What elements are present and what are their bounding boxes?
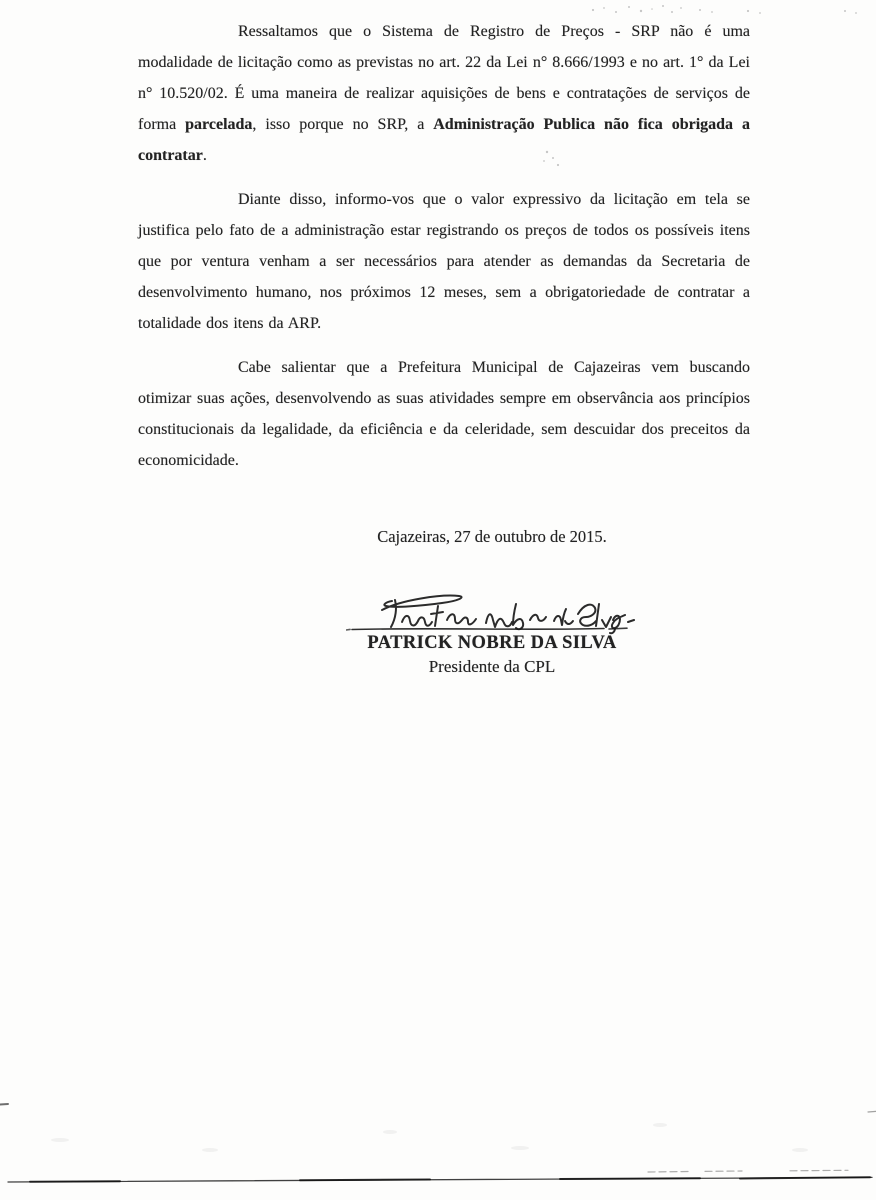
paragraph-text: Diante disso, informo-vos que o valor expressivo da licitação em tela se justifica pelo fato de a administração estar registrando os preços de todos os possíveis itens que por ventura venham a ser necessários para atender as demandas da Secretaria de desenvolvimento humano, nos próximos 12 meses, sem a obrigatoriedade de contratar a totalidade dos itens da ARP. — [138, 191, 750, 332]
date-line: Cajazeiras, 27 de outubro de 2015. — [377, 527, 607, 546]
signatory-name: PATRICK NOBRE DA SILVA — [367, 633, 617, 653]
signatory-title: Presidente da CPL — [428, 657, 556, 676]
paragraph-text: , isso porque no SRP, a — [252, 116, 434, 133]
paragraph-text: Cabe salientar que a Prefeitura Municipal de Cajazeiras vem buscando otimizar suas ações, desenvolvendo as suas atividades sempre em observância aos princípios constitucionais da legalidade, da eficiência e da celeridade, sem descuidar dos preceitos da economicidade. — [138, 359, 750, 469]
paragraph-text: Ressaltamos que o Sistema de Registro de Preços - SRP não é uma modalidade de licitação como as previstas no art. 22 da Lei n° 8.666/1993 e no art. 1° da Lei n° 10.520/02. É uma maneira de realizar aquisições de bens e contratações de serviços de forma — [138, 23, 750, 133]
paragraph-text-bold: Administração Publica não fica obrigada a contratar — [138, 116, 751, 164]
letter-body — [138, 16, 750, 489]
paragraph-text: . — [202, 147, 207, 164]
paragraph-principios — [138, 352, 750, 476]
paragraph-justificativa — [138, 184, 750, 339]
paragraph-srp — [138, 16, 750, 171]
paragraph-text-bold: parcelada — [185, 116, 253, 133]
